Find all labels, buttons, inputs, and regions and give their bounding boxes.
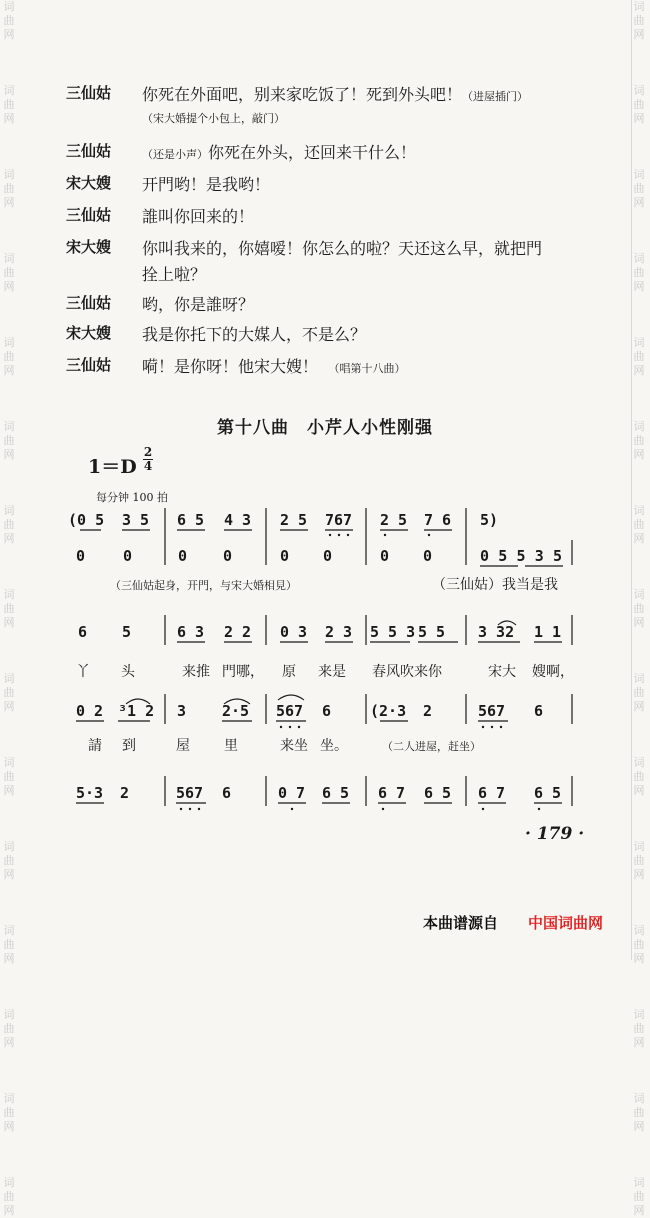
lyric: 春风吹来你 [372,664,442,680]
note-group: 5 5 3 [370,623,416,641]
lyric: 坐。 [320,738,348,754]
lyric: 来是 [318,664,346,680]
system-3 [76,694,572,754]
slur [278,695,304,700]
note-group: 6 [78,623,88,641]
speech-text: 你死在外面吧，别来家吃饭了！死到外头吧！ [142,85,463,104]
watermark-right: 词曲网 词曲网 词曲网 词曲网 词曲网 词曲网 词曲网 词曲网 词曲网 词曲网 词曲网 词曲网 词曲网 词曲网 词曲网 [633,0,645,1217]
speech-text: 开門哟！是我哟！ [142,175,271,194]
note-group: 5·3 [76,784,104,802]
speech-text: 哟，你是誰呀？ [142,295,255,314]
note-group: 0 [76,547,86,565]
note-group: 2 [120,784,130,802]
note-group: ³1 2 [118,702,155,720]
note-group: 05535 [480,547,562,565]
note-group: 0 3 [280,623,308,641]
page-number: · 179 · [525,824,585,844]
octave-dot [338,534,340,536]
note-group: 6 7 [478,784,506,802]
speaker-name: 宋大嫂 [66,324,112,342]
note-group: 3 5 [122,511,150,529]
note-group: 2 5 [280,511,308,529]
note-group: 567 [478,702,506,720]
note-group: (2·3 [370,702,407,720]
note-group: 2 [423,702,433,720]
lyric: 宋大 [488,664,516,680]
watermark-left: 词曲网 词曲网 词曲网 词曲网 词曲网 词曲网 词曲网 词曲网 词曲网 词曲网 词曲网 词曲网 词曲网 词曲网 词曲网 [3,0,15,1217]
octave-dot [347,534,349,536]
speaker-name: 宋大嫂 [66,238,112,256]
note-group: (0 5 [68,511,105,529]
tempo-marking: 每分钟 100 拍 [96,491,168,504]
lyric: 屋 [176,738,190,754]
octave-dot [289,726,291,728]
speaker-name: 宋大嫂 [66,174,112,192]
note-group: 0 [423,547,433,565]
octave-dot [198,808,200,810]
lyric: 原 [282,664,296,680]
lyric: 請 [88,738,102,754]
stage-caption: （三仙姑）我当是我 [432,577,558,593]
footer-site-link[interactable]: 中国词曲网 [528,914,604,932]
note-group: 6 3 [177,623,205,641]
lyric: 来坐 [280,738,308,754]
note-group: 1 1 [534,623,562,641]
note-group: 0 [223,547,233,565]
stage-note: （进屋插门） [462,90,529,103]
key-signature: 1＝D [88,456,137,478]
speech-text: 你死在外头，还回来干什么！ [208,143,417,162]
note-group: 2 5 [380,511,408,529]
note-group: 2 2 [224,623,252,641]
note-group: 3 32 [478,623,515,641]
lyric: 門哪， [222,664,264,680]
speaker-name: 三仙姑 [66,356,112,374]
octave-dot [329,534,331,536]
lyric: 嫂啊， [532,664,574,680]
note-group: 5) [480,511,499,529]
octave-dot [482,808,484,810]
note-group: 7 6 [424,511,452,529]
stage-note: （唱第十八曲） [334,362,406,375]
octave-dot [538,808,540,810]
lyric: 到 [122,738,136,754]
song-title: 第十八曲 小芹人小性刚强 [217,418,433,438]
lyric: 来推 [182,664,210,680]
note-group: 5 5 [418,623,446,641]
speech-text: 你叫我来的，你嬉嗳！你怎么的啦？天还这么早，就把門 [142,239,543,258]
octave-dot [298,726,300,728]
note-group: 567 [176,784,204,802]
note-group: 0 2 [76,702,104,720]
note-group: 767 [325,511,353,529]
lyric: 丫 [76,664,90,680]
note-group: 6 5 [534,784,562,802]
octave-dot [491,726,493,728]
lyric: 头 [121,664,135,680]
time-signature: 2 4 [143,445,153,473]
note-group: 5 [122,623,132,641]
speech-continuation: 拴上啦？ [142,265,207,284]
note-group: 6 [222,784,232,802]
note-group: 2·5 [222,702,250,720]
speech-text: 我是你托下的大媒人，不是么？ [142,325,367,344]
system-1 [68,508,572,593]
note-group: 0 [280,547,290,565]
system-2 [76,615,574,680]
octave-dot [280,726,282,728]
note-group: 0 [380,547,390,565]
note-group: 3 [177,702,187,720]
note-group: 0 [323,547,333,565]
octave-dot [382,808,384,810]
note-group: 0 [178,547,188,565]
octave-dot [428,534,430,536]
lyric: 里 [224,738,238,754]
system-4 [76,776,572,810]
note-group: 6 7 [378,784,406,802]
note-group: 6 5 [177,511,205,529]
speaker-name: 三仙姑 [66,142,112,160]
speaker-name: 三仙姑 [66,294,112,312]
octave-dot [291,808,293,810]
footer-source-label: 本曲谱源自 [423,914,499,932]
note-group: 4 3 [224,511,252,529]
octave-dot [500,726,502,728]
octave-dot [180,808,182,810]
speech-text: 誰叫你回来的！ [142,207,255,226]
stage-caption: （三仙姑起身，开門，与宋大婚相見） [110,579,297,592]
speech-text: 嗬！是你呀！他宋大嫂！ [142,357,319,376]
note-group: 6 [322,702,332,720]
speaker-name: 三仙姑 [66,84,112,102]
note-group: 2 3 [325,623,353,641]
octave-dot [482,726,484,728]
note-group: 6 5 [322,784,350,802]
note-group: 0 7 [278,784,306,802]
speaker-name: 三仙姑 [66,206,112,224]
stage-direction: （宋大婚提个小包上，敲门） [142,112,285,125]
note-group: 6 [534,702,544,720]
octave-dot [189,808,191,810]
note-group: 0 [123,547,133,565]
note-group: 567 [276,702,304,720]
octave-dot [384,534,386,536]
note-group: 6 5 [424,784,452,802]
stage-caption: （二人进屋，赶坐） [382,740,481,753]
stage-note: （还是小声） [142,148,208,161]
